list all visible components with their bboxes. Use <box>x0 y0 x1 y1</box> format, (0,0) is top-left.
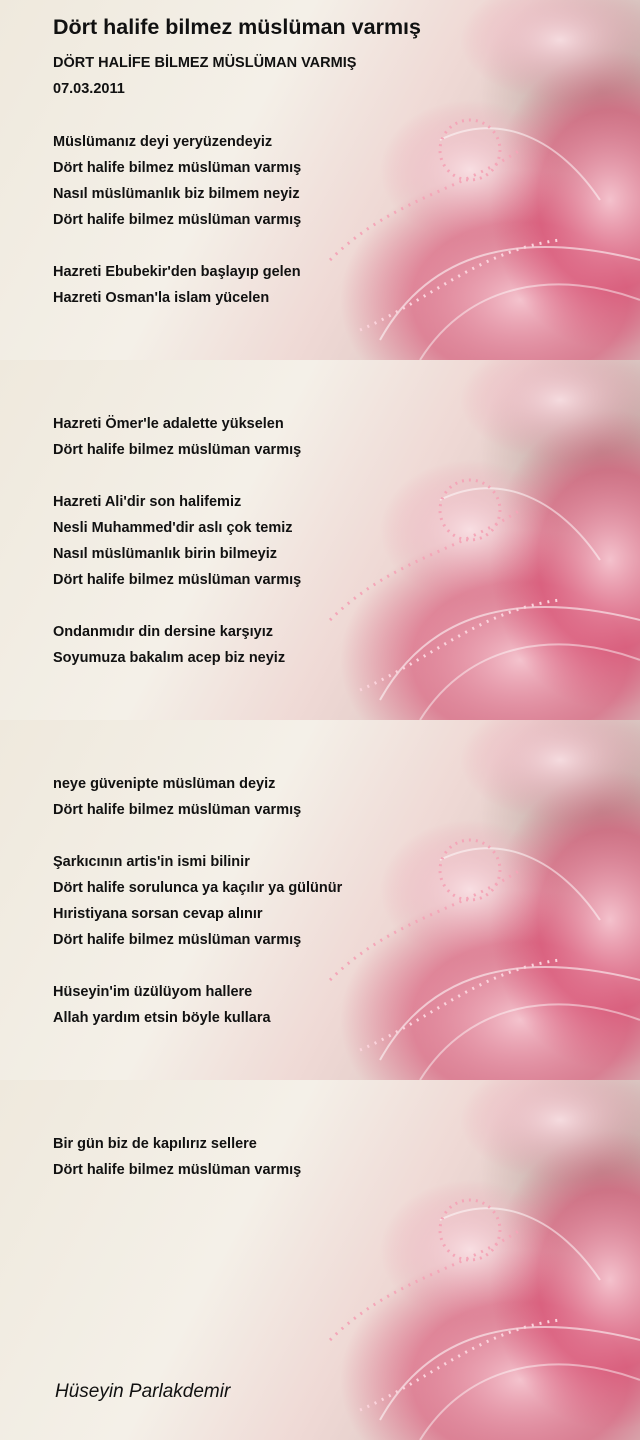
poem-line: Dört halife bilmez müslüman varmış <box>53 1162 302 1178</box>
poem-line: Allah yardım etsin böyle kullara <box>53 1010 271 1026</box>
poem-line: Dört halife bilmez müslüman varmış <box>53 802 302 818</box>
poem-line: Hazreti Ali'dir son halifemiz <box>53 494 242 510</box>
poem-line: Hıristiyana sorsan cevap alınır <box>53 906 263 922</box>
poem-line: Ondanmıdır din dersine karşıyız <box>53 624 273 640</box>
poem-line: Bir gün biz de kapılırız sellere <box>53 1136 257 1152</box>
poem-line: Hazreti Osman'la islam yücelen <box>53 290 270 306</box>
poem-line: Dört halife bilmez müslüman varmış <box>53 212 302 228</box>
poem-date: 07.03.2011 <box>53 81 125 97</box>
poem-title: Dört halife bilmez müslüman varmış <box>53 15 421 39</box>
poem-line: Dört halife bilmez müslüman varmış <box>53 932 302 948</box>
poem-line: Dört halife bilmez müslüman varmış <box>53 442 302 458</box>
poem-line: Müslümanız deyi yeryüzendeyiz <box>53 134 273 150</box>
poem-line: Dört halife sorulunca ya kaçılır ya gülünür <box>53 880 343 896</box>
poem-line: Nesli Muhammed'dir aslı çok temiz <box>53 520 293 536</box>
poem-line: Dört halife bilmez müslüman varmış <box>53 160 302 176</box>
poem-line: Nasıl müslümanlık birin bilmeyiz <box>53 546 278 562</box>
poem-line: Hazreti Ömer'le adalette yükselen <box>53 416 284 432</box>
poem-line: Dört halife bilmez müslüman varmış <box>53 572 302 588</box>
poem-line: Soyumuza bakalım acep biz neyiz <box>53 650 286 666</box>
poem-author: Hüseyin Parlakdemir <box>55 1381 231 1402</box>
poem-line: Hüseyin'im üzülüyom hallere <box>53 984 253 1000</box>
poem-subtitle: DÖRT HALİFE BİLMEZ MÜSLÜMAN VARMIŞ <box>53 55 357 71</box>
poem-line: neye güvenipte müslüman deyiz <box>53 776 276 792</box>
poem-line: Nasıl müslümanlık biz bilmem neyiz <box>53 186 300 202</box>
poem-line: Şarkıcının artis'in ismi bilinir <box>53 854 250 870</box>
poem-line: Hazreti Ebubekir'den başlayıp gelen <box>53 264 301 280</box>
